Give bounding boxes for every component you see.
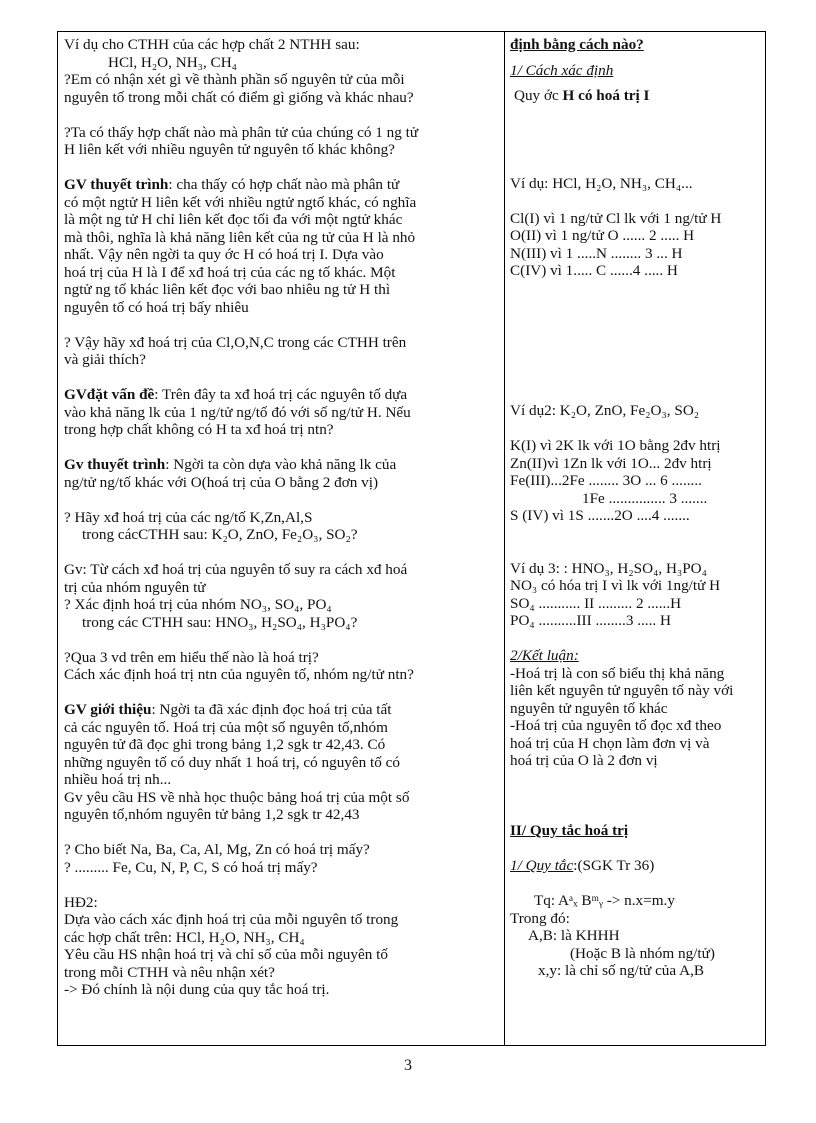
text-line: HĐ2: (64, 893, 98, 911)
text-line: có một ngtử H liên kết với nhiều ngtử ngtố khác, có nghĩa (64, 193, 417, 211)
text-line: 1Fe ............... 3 ....... (582, 489, 708, 507)
text-line (64, 701, 496, 719)
text-line: NO₃ có hóa trị I vì lk với 1ng/tử H (510, 577, 721, 594)
text-line (64, 456, 496, 474)
text-line: định bằng cách nào? (510, 36, 644, 53)
line-text: Quy ớc (514, 87, 563, 104)
text-line: Trong đó: (510, 909, 570, 927)
spacer (64, 369, 496, 387)
text-line: và giải thích? (64, 351, 146, 368)
text-line: S (IV) vì 1S .......2O ....4 ....... (510, 507, 690, 524)
text-line: trong mỗi CTHH và nêu nhận xét? (64, 963, 275, 981)
text-line (510, 857, 760, 875)
text-line: ?Ta có thấy hợp chất nào mà phân tử của chúng có 1 ng tử (64, 123, 419, 141)
spacer (510, 157, 760, 175)
text-line: Cl(I) vì 1 ng/tử Cl lk với 1 ng/tử H (510, 209, 722, 227)
spacer (510, 542, 760, 560)
text-line: Ví dụ cho CTHH của các hợp chất 2 NTHH sau: (64, 36, 360, 53)
right-column-lesson-content (510, 36, 760, 980)
spacer (510, 350, 760, 368)
spacer (510, 297, 760, 315)
text-line: x,y: là chỉ số ng/tử của A,B (538, 962, 704, 979)
text-line: trong các CTHH sau: HNO₃, H₂SO₄, H₃PO₄? (82, 613, 358, 631)
text-line: trong hợp chất không có H ta xđ hoá trị ntn? (64, 421, 334, 438)
text-line: ? Vậy hãy xđ hoá trị của Cl,O,N,C trong các CTHH trên (64, 333, 407, 351)
text-line: nhiều hoá trị nh... (64, 771, 172, 788)
left-column-teacher-activities (64, 36, 496, 999)
spacer (510, 280, 760, 298)
text-line: Yêu cầu HS nhận hoá trị và chỉ số của mỗi nguyên tố (64, 946, 388, 963)
line-text: : Ngời ta đã xác định đọc hoá trị của tất (151, 701, 392, 718)
text-line: -> Đó chính là nội dung của quy tắc hoá trị. (64, 981, 330, 998)
text-line: ? Xác định hoá trị của nhóm NO₃, SO₄, PO₄ (64, 596, 332, 613)
text-line: trị của nhóm nguyên tử (64, 578, 206, 596)
text-line: trong cácCTHH sau: K₂O, ZnO, Fe₂O₃, SO₂? (82, 526, 358, 543)
spacer (64, 491, 496, 509)
spacer (510, 525, 760, 543)
spacer (64, 824, 496, 842)
text-line: Dựa vào cách xác định hoá trị của mỗi nguyên tố trong (64, 911, 399, 928)
text-line: HCl, H₂O, NH₃, CH₄ (108, 53, 237, 71)
spacer (64, 631, 496, 649)
line-text: :(SGK Tr 36) (573, 857, 655, 874)
text-line: -Hoá trị là con số biểu thị khả năng (510, 664, 725, 682)
text-line (64, 386, 496, 404)
spacer (510, 332, 760, 350)
spacer (510, 54, 760, 62)
text-line: liên kết nguyên tử nguyên tố này với (510, 682, 734, 699)
spacer (510, 630, 760, 648)
text-line: H liên kết với nhiều nguyên tử nguyên tố khác không? (64, 141, 395, 158)
text-line: hoá trị của H chọn làm đơn vị và (510, 734, 710, 752)
text-line: 2/Kết luận: (510, 647, 579, 664)
text-line: hoá trị của H là I để xđ hoá trị của các ng tố khác. Một (64, 263, 396, 281)
spacer (510, 367, 760, 385)
line-text: : Ngời ta còn dựa vào khả năng lk của (165, 456, 397, 473)
text-line: Ví dụ 3: : HNO₃, H₂SO₄, H₃PO₄ (510, 559, 707, 577)
bold-label: GVđặt vấn đề (64, 386, 155, 403)
text-line: mà thôi, nghĩa là khả năng liên kết của ng tử của H là nhỏ (64, 228, 416, 246)
spacer (510, 420, 760, 438)
spacer (64, 544, 496, 562)
text-line: ng/tử ng/tố khác với O(hoá trị của O bằng 2 đơn vị) (64, 473, 379, 491)
text-line: 1/ Cách xác định (510, 61, 614, 79)
page-number: 3 (404, 1057, 412, 1074)
text-line (510, 87, 760, 105)
line-text: : cha thấy có hợp chất nào mà phân tử (168, 176, 400, 193)
text-line: ngtử ng tố khác liên kết đọc với bao nhiêu ng tử H thì (64, 281, 391, 298)
spacer (64, 106, 496, 124)
text-line: K(I) vì 2K lk với 1O bằng 2đv htrị (510, 437, 721, 454)
spacer (510, 105, 760, 123)
text-line: C(IV) vì 1..... C ......4 ..... H (510, 262, 678, 279)
text-line: SO₄ ........... II ......... 2 ......H (510, 594, 682, 612)
text-line: nguyên tố có hoá trị bấy nhiêu (64, 298, 249, 316)
text-line: nguyên tố trong mỗi chất có điểm gì giống và khác nhau? (64, 88, 414, 106)
text-line: N(III) vì 1 .....N ........ 3 ... H (510, 244, 683, 262)
text-line: ?Qua 3 vd trên em hiểu thế nào là hoá trị? (64, 648, 319, 666)
text-line: Gv yêu cầu HS về nhà học thuộc bảng hoá trị của một số (64, 788, 410, 806)
spacer (510, 315, 760, 333)
spacer (510, 79, 760, 87)
spacer (64, 684, 496, 702)
text-line: nguyên tố,nhóm nguyên tử bảng 1,2 sgk tr 42,43 (64, 806, 360, 823)
text-line: II/ Quy tắc hoá trị (510, 822, 629, 839)
spacer (64, 316, 496, 334)
text-line: PO₄ ..........III ........3 ..... H (510, 612, 671, 629)
spacer (510, 122, 760, 140)
text-line: Ví dụ: HCl, H₂O, NH₃, CH₄... (510, 174, 693, 192)
text-line: (Hoặc B là nhóm ng/tử) (570, 944, 715, 962)
lesson-table (57, 31, 766, 1046)
text-line: nguyên tử đã đọc ghi trong bảng 1,2 sgk tr 42,43. Có (64, 736, 386, 753)
text-line: các hợp chất trên: HCl, H₂O, NH₃, CH₄ (64, 928, 305, 946)
spacer (510, 787, 760, 805)
bold-label: GV thuyết trình (64, 176, 169, 193)
bold-label: Gv thuyết trình (64, 456, 166, 473)
underlined-label: 1/ Quy tắc (510, 857, 574, 874)
text-line: hoá trị của O là 2 đơn vị (510, 752, 658, 769)
text-line: ? Cho biết Na, Ba, Ca, Al, Mg, Zn có hoá trị mấy? (64, 841, 370, 858)
spacer (64, 876, 496, 894)
text-line: Tq: Aᵃₓ Bᵐᵧ -> n.x=m.y (534, 892, 675, 909)
spacer (510, 840, 760, 858)
spacer (64, 159, 496, 177)
text-line: vào khả năng lk của 1 ng/tử ng/tố đó với số ng/tử H. Nếu (64, 403, 411, 421)
text-line: Fe(III)...2Fe ........ 3O ... 6 ........ (510, 472, 702, 489)
text-line: ? ......... Fe, Cu, N, P, C, S có hoá trị mấy? (64, 858, 318, 876)
text-line: O(II) vì 1 ng/tử O ...... 2 ..... H (510, 227, 695, 244)
spacer (64, 439, 496, 457)
spacer (510, 192, 760, 210)
bold-label: GV giới thiệu (64, 701, 152, 718)
spacer (510, 805, 760, 823)
text-line: nguyên tử nguyên tố khác (510, 699, 668, 717)
text-line: Ví dụ2: K₂O, ZnO, Fe₂O₃, SO₂ (510, 402, 700, 419)
text-line: những nguyên tố có duy nhất 1 hoá trị, có nguyên tố có (64, 753, 400, 771)
text-line: nhất. Vậy nên ngời ta quy ớc H có hoá trị I. Dựa vào (64, 246, 384, 263)
line-text: : Trên đây ta xđ hoá trị các nguyên tố dựa (154, 386, 408, 403)
bold-label: H có hoá trị I (562, 87, 650, 104)
text-line: Zn(II)vì 1Zn lk với 1O... 2đv htrị (510, 454, 712, 472)
text-line: Gv: Từ cách xđ hoá trị của nguyên tố suy ra cách xđ hoá (64, 561, 408, 578)
spacer (510, 385, 760, 403)
spacer (510, 770, 760, 788)
text-line (64, 176, 496, 194)
text-line: là một ng tử H chỉ liên kết đọc tối đa với một ngtử khác (64, 211, 403, 228)
text-line: Cách xác định hoá trị ntn của nguyên tố, nhóm ng/tử ntn? (64, 666, 414, 683)
text-line: -Hoá trị của nguyên tố đọc xđ theo (510, 717, 722, 734)
spacer (510, 875, 760, 893)
column-divider (504, 32, 505, 1045)
text-line: ?Em có nhận xét gì về thành phần số nguyên tử của mỗi (64, 71, 405, 88)
spacer (510, 140, 760, 158)
text-line: cả các nguyên tố. Hoá trị của một số nguyên tố,nhóm (64, 718, 388, 736)
text-line: ? Hãy xđ hoá trị của các ng/tố K,Zn,Al,S (64, 508, 313, 526)
text-line: A,B: là KHHH (528, 927, 620, 944)
